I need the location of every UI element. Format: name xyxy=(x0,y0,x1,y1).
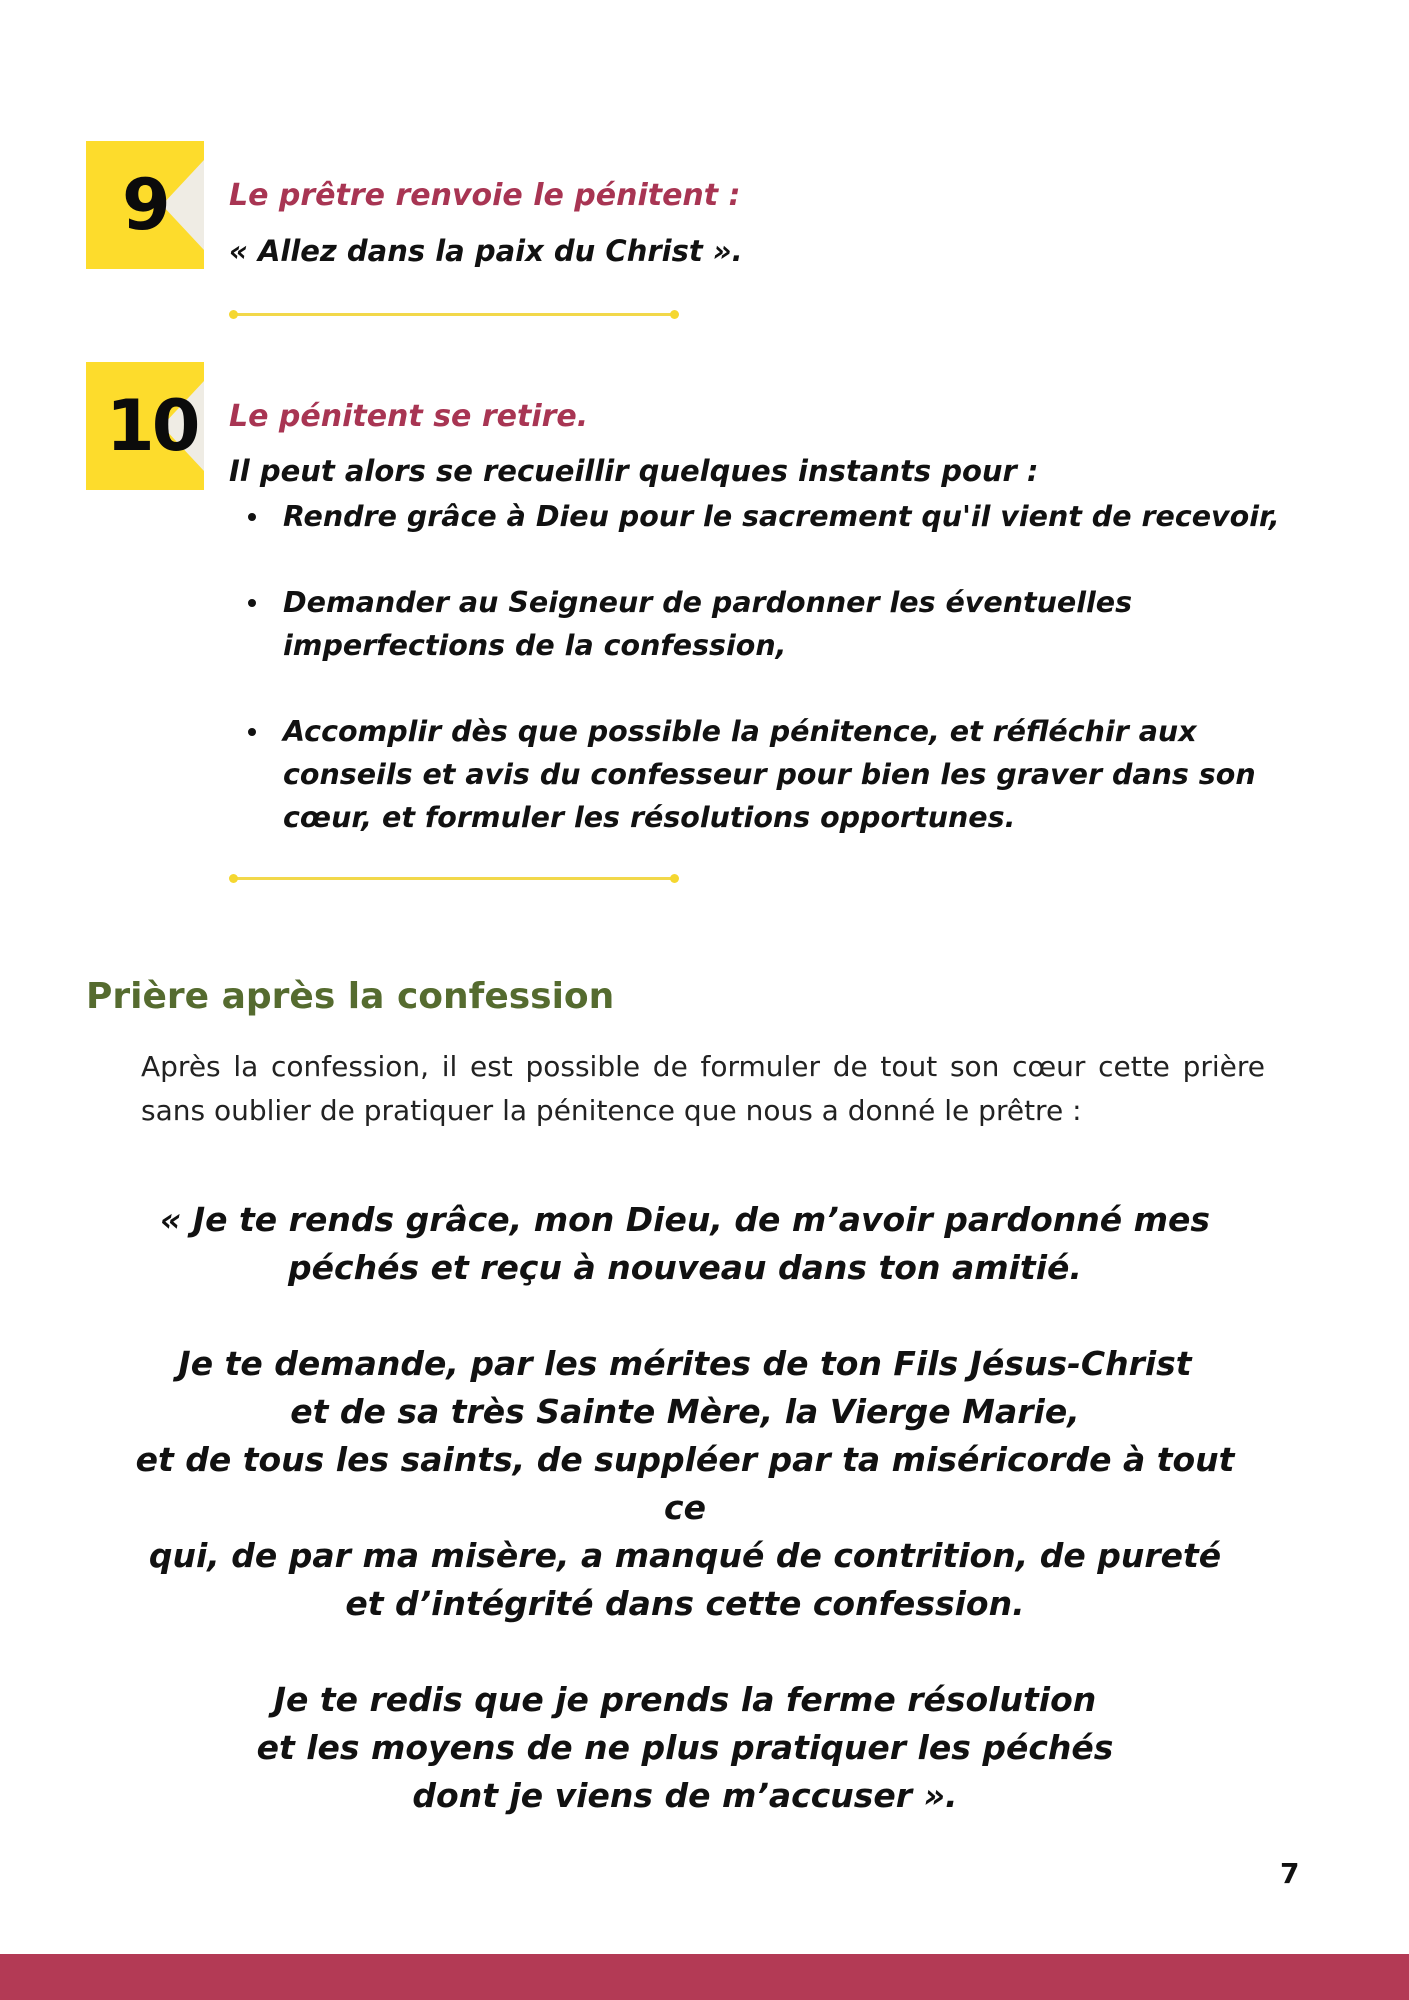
step-10-badge xyxy=(86,362,204,490)
list-item: Accomplir dès que possible la pénitence, et réfléchir aux conseils et avis du confesseur pour bien les graver dans son cœur, et formuler les résolutions opportunes. xyxy=(231,710,1273,839)
step-text: Il peut alors se recueillir quelques instants pour : xyxy=(229,454,1039,488)
divider xyxy=(233,313,675,316)
divider xyxy=(233,877,675,880)
prayer-text xyxy=(110,1196,1260,1868)
step-title: Le prêtre renvoie le pénitent : xyxy=(229,178,741,213)
step-9-badge xyxy=(86,141,204,269)
badge-pointer xyxy=(162,160,204,250)
footer-bar xyxy=(0,1954,1409,2000)
step-title: Le pénitent se retire. xyxy=(229,399,589,434)
list-item: Rendre grâce à Dieu pour le sacrement qu'il vient de recevoir, xyxy=(231,495,1291,538)
step-number: 10 xyxy=(106,385,198,467)
section-intro: Après la confession, il est possible de formuler de tout son cœur cette prière sans oublier de pratiquer la pénitence que nous a donné le prêtre : xyxy=(141,1050,1265,1127)
step-number: 9 xyxy=(122,164,168,246)
prayer-paragraph: « Je te rends grâce, mon Dieu, de m’avoir pardonné mes péchés et reçu à nouveau dans ton amitié. xyxy=(159,1200,1211,1287)
prayer-paragraph: Je te demande, par les mérites de ton Fils Jésus-Christ et de sa très Sainte Mère, la Vierge Marie, et de tous les saints, de suppléer par ta miséricorde à tout ce qui, de par ma misère, a manqué de contrition, de pureté et d’intégrité dans cette confession. xyxy=(135,1344,1235,1623)
section-title: Prière après la confession xyxy=(86,976,615,1017)
step-bullet-list xyxy=(231,495,1291,882)
prayer-paragraph: Je te redis que je prends la ferme résolution et les moyens de ne plus pratiquer les péchés dont je viens de m’accuser ». xyxy=(256,1680,1114,1815)
step-text: « Allez dans la paix du Christ ». xyxy=(229,234,743,268)
list-item: Demander au Seigneur de pardonner les éventuelles imperfections de la confession, xyxy=(231,581,1163,667)
page-number: 7 xyxy=(1280,1857,1300,1890)
